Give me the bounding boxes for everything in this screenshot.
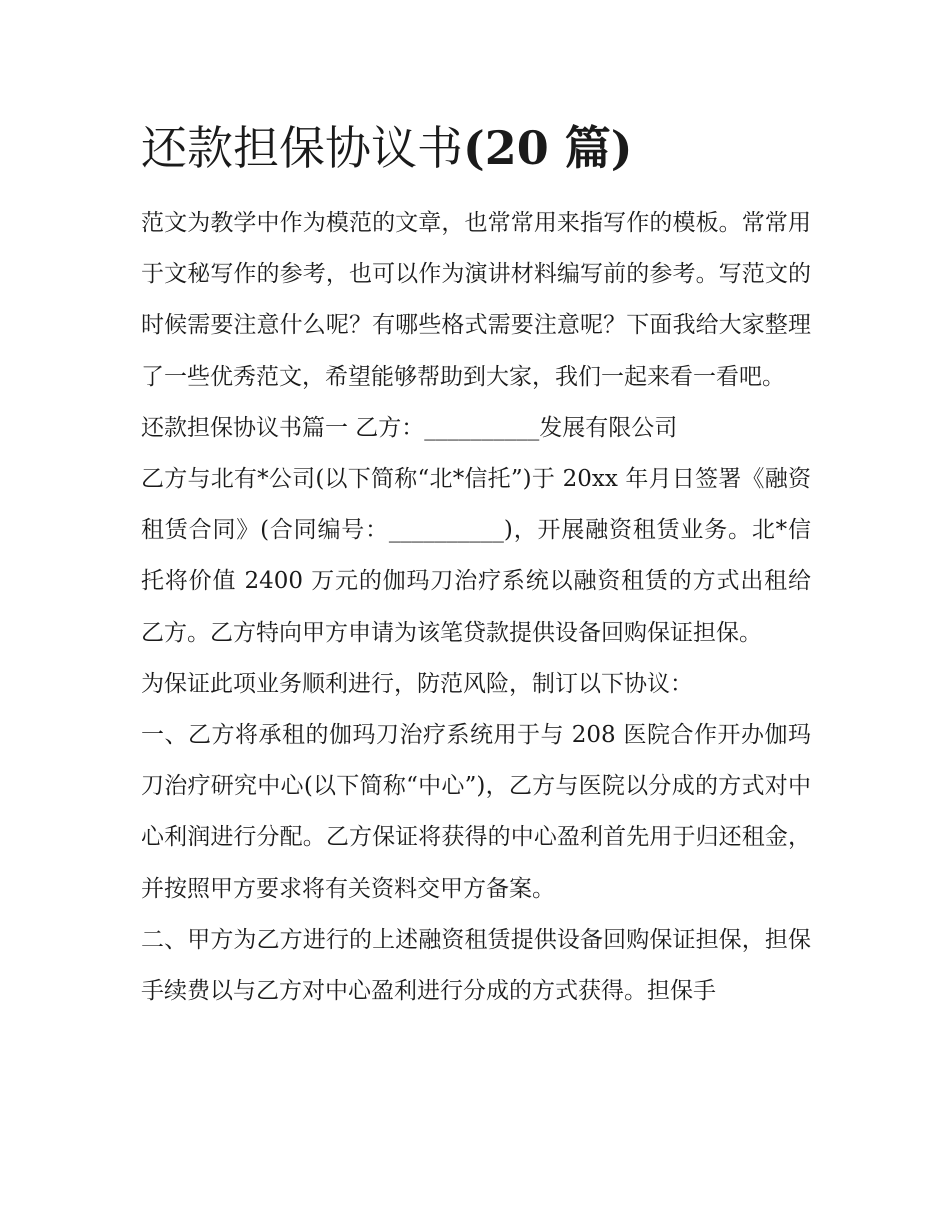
title-main: 还款担保协议书 — [141, 121, 463, 175]
paragraph-clause-2: 二、甲方为乙方进行的上述融资租赁提供设备回购保证担保，担保手续费以与乙方对中心盈利进行分成的方式获得。担保手 — [141, 926, 811, 1005]
paragraph-purpose: 为保证此项业务顺利进行，防范风险，制订以下协议： — [141, 670, 693, 697]
paragraph-clause-1: 一、乙方将承租的伽玛刀治疗系统用于与 208 医院合作开办伽玛刀治疗研究中心(以下简称“中心”)，乙方与医院以分成的方式对中心利润进行分配。乙方保证将获得的中心盈利首先用于归还租金，并按照甲方要求将有关资料交甲方备案。 — [141, 722, 811, 902]
document-body — [141, 198, 811, 1017]
paragraph-heading-party: 还款担保协议书篇一 乙方：__________发展有限公司 — [141, 414, 678, 441]
paragraph-background: 乙方与北有*公司(以下简称“北*信托”)于 20xx 年月日签署《融资租赁合同》(合同编号：__________)，开展融资租赁业务。北*信托将价值 2400 万元的伽玛刀治疗系统以融资租赁的方式出租给乙方。乙方特向甲方申请为该笔贷款提供设备回购保证担保。 — [141, 466, 811, 646]
document-title — [141, 118, 633, 178]
paragraph-intro: 范文为教学中作为模范的文章，也常常用来指写作的模板。常常用于文秘写作的参考，也可以作为演讲材料编写前的参考。写范文的时候需要注意什么呢？有哪些格式需要注意呢？下面我给大家整理了一些优秀范文，希望能够帮助到大家，我们一起来看一看吧。 — [141, 210, 811, 390]
title-suffix: (20 篇) — [463, 121, 633, 175]
